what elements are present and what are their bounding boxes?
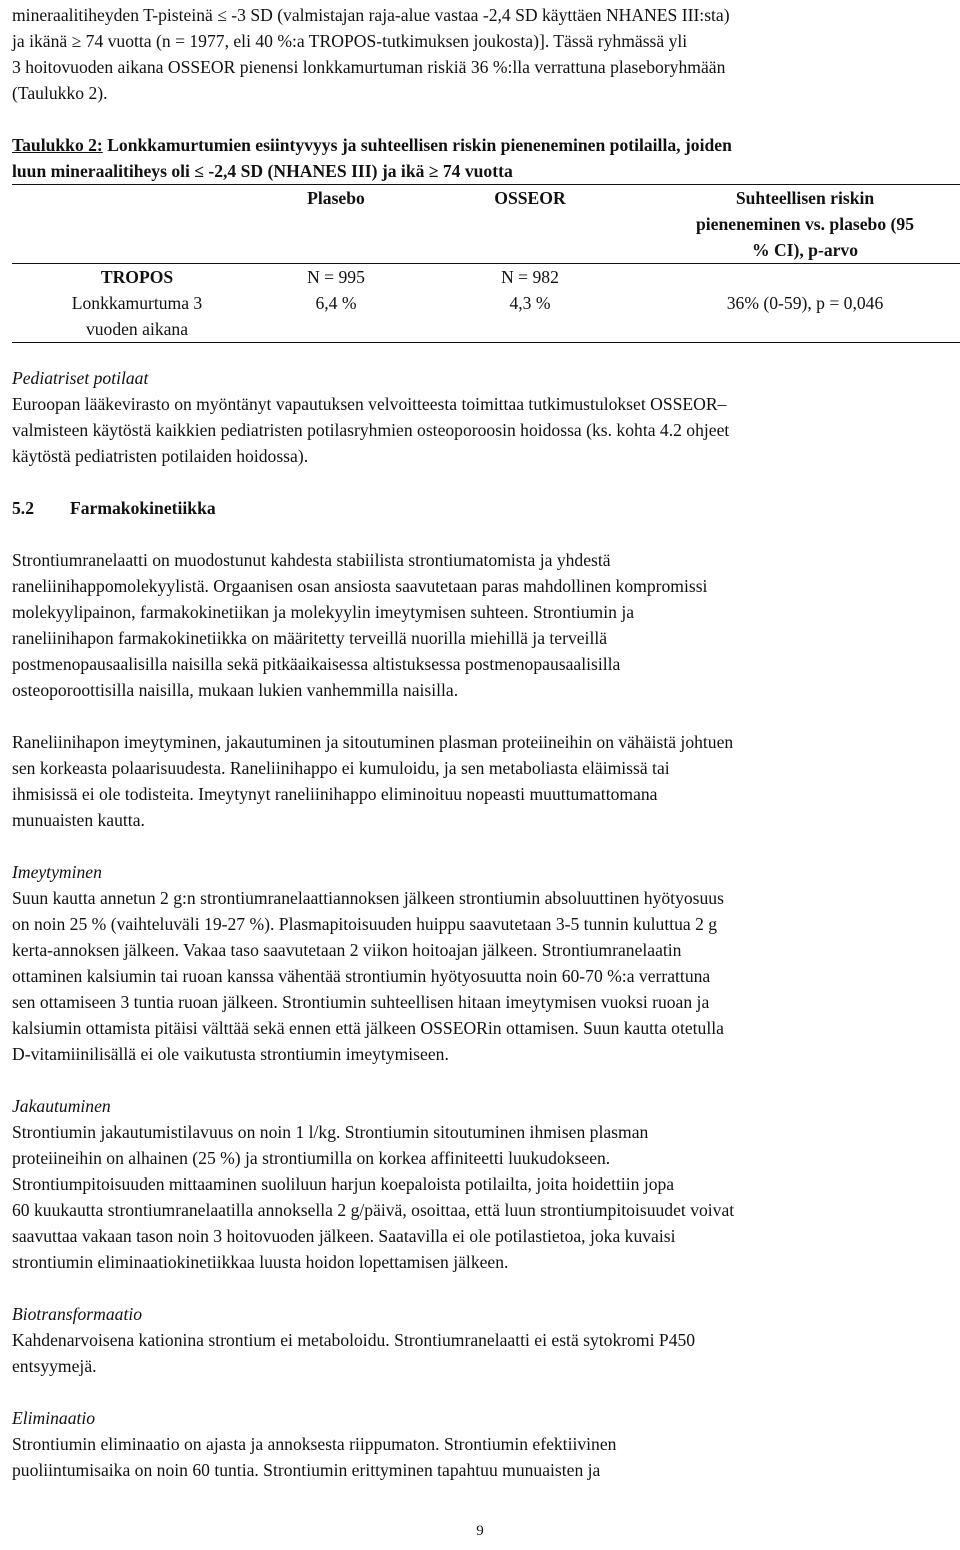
text-line: Strontiumin jakautumistilavuus on noin 1 l/kg. Strontiumin sitoutuminen ihmisen plasman — [12, 1122, 649, 1142]
pk-paragraph-1 — [12, 547, 954, 703]
n-osseor: N = 982 — [410, 264, 650, 291]
caption-text: luun mineraalitiheys oli ≤ -2,4 SD (NHANES III) ja ikä ≥ 74 vuotta — [12, 161, 513, 181]
text-line: Strontiumpitoisuuden mittaaminen suoliluun harjun koepaloista potilailta, joita hoidettiin jopa — [12, 1174, 675, 1194]
table-row — [12, 264, 960, 291]
text-line: kalsiumin ottamista pitäisi välttää sekä ennen että jälkeen OSSEORin ottamisen. Suun kautta otetulla — [12, 1018, 724, 1038]
text-line: raneliinihapon farmakokinetiikka on määritetty terveillä nuorilla miehillä ja terveillä — [12, 628, 608, 648]
text-line: entsyymejä. — [12, 1356, 97, 1376]
text-line: (Taulukko 2). — [12, 83, 108, 103]
intro-paragraph — [12, 2, 954, 106]
text-line: ihmisissä ei ole todisteita. Imeytynyt raneliinihappo eliminoituu nopeasti muuttumattomana — [12, 784, 658, 804]
header-cell-empty — [12, 185, 262, 264]
absorption-paragraph — [12, 885, 954, 1067]
distribution-heading: Jakautuminen — [12, 1096, 111, 1116]
document-page — [12, 0, 954, 1483]
section-number: 5.2 — [12, 498, 34, 518]
results-table — [12, 184, 960, 343]
biotransformation-heading: Biotransformaatio — [12, 1304, 143, 1324]
page-number: 9 — [476, 1523, 484, 1539]
text-line: raneliinihappomolekyylistä. Orgaanisen osan ansiosta saavutetaan paras mahdollinen kompromissi — [12, 576, 708, 596]
text-line: molekyylipainon, farmakokinetiikan ja molekyylin imeytymisen suhteen. Strontiumin ja — [12, 602, 635, 622]
value-plasebo: 6,4 % — [262, 290, 410, 343]
caption-text: Lonkkamurtumien esiintyvyys ja suhteellisen riskin pieneneminen potilailla, joiden — [102, 135, 732, 155]
elimination-heading: Eliminaatio — [12, 1408, 96, 1428]
empty-cell — [650, 264, 960, 291]
n-plasebo: N = 995 — [262, 264, 410, 291]
text-line: 3 hoitovuoden aikana OSSEOR pienensi lonkkamurtuman riskiä 36 %:lla verrattuna plaseboryhmään — [12, 57, 726, 77]
text-line: proteiineihin on alhainen (25 %) ja strontiumilla on korkea affiniteetti luukudokseen. — [12, 1148, 611, 1168]
text-line: 60 kuukautta strontiumranelaatilla annoksella 2 g/päivä, osoittaa, että luun strontiumpitoisuudet voivat — [12, 1200, 735, 1220]
value-osseor: 4,3 % — [410, 290, 650, 343]
header-plasebo: Plasebo — [262, 185, 410, 264]
text-line: Raneliinihapon imeytyminen, jakautuminen ja sitoutuminen plasman proteiineihin on vähäistä johtuen — [12, 732, 734, 752]
row-label-line: Lonkkamurtuma 3 — [71, 293, 203, 313]
text-line: sen korkeasta polaarisuudesta. Raneliinihappo ei kumuloidu, ja sen metaboliasta eläimissä tai — [12, 758, 670, 778]
text-line: ja ikänä ≥ 74 vuotta (n = 1977, eli 40 %:a TROPOS-tutkimuksen joukosta)]. Tässä ryhmässä yli — [12, 31, 688, 51]
header-line: Suhteellisen riskin — [735, 188, 875, 208]
table-label: Taulukko 2: — [12, 135, 103, 155]
text-line: Strontiumin eliminaatio on ajasta ja annoksesta riippumaton. Strontiumin efektiivinen — [12, 1434, 617, 1454]
pk-paragraph-2 — [12, 729, 954, 833]
text-line: puoliintumisaika on noin 60 tuntia. Strontiumin erittyminen tapahtuu munuaisten ja — [12, 1460, 601, 1480]
table-header-row — [12, 185, 960, 264]
table-caption — [12, 132, 954, 184]
text-line: sen ottamiseen 3 tuntia ruoan jälkeen. Strontiumin suhteellisen hitaan imeytymisen vuoksi ruoan ja — [12, 992, 710, 1012]
text-line: D-vitamiinilisällä ei ole vaikutusta strontiumin imeytymiseen. — [12, 1044, 449, 1064]
elimination-paragraph — [12, 1431, 954, 1483]
text-line: ottaminen kalsiumin tai ruoan kanssa vähentää strontiumin hyötyosuutta noin 60-70 %:a verrattuna — [12, 966, 711, 986]
study-name: TROPOS — [12, 264, 262, 291]
biotransformation-paragraph — [12, 1327, 954, 1379]
section-title: Farmakokinetiikka — [70, 498, 216, 518]
table-row — [12, 290, 960, 343]
value-relative-risk: 36% (0-59), p = 0,046 — [650, 290, 960, 343]
header-line: pieneneminen vs. plasebo (95 — [696, 214, 914, 234]
pediatric-paragraph — [12, 391, 954, 469]
text-line: valmisteen käytöstä kaikkien pediatristen potilasryhmien osteoporoosin hoidossa (ks. kohta 4.2 ohjeet — [12, 420, 730, 440]
row-label — [12, 290, 262, 343]
section-heading — [12, 495, 954, 521]
row-label-line: vuoden aikana — [85, 319, 189, 339]
header-line: % CI), p-arvo — [751, 240, 859, 260]
text-line: on noin 25 % (vaihteluväli 19-27 %). Plasmapitoisuuden huippu saavutetaan 3-5 tunnin kuluttua 2 g — [12, 914, 718, 934]
text-line: Kahdenarvoisena kationina strontium ei metaboloidu. Strontiumranelaatti ei estä sytokromi P450 — [12, 1330, 696, 1350]
text-line: strontiumin eliminaatiokinetiikkaa luusta hoidon lopettamisen jälkeen. — [12, 1252, 509, 1272]
header-relative-risk — [650, 185, 960, 264]
text-line: osteoporoottisilla naisilla, mukaan lukien vanhemmilla naisilla. — [12, 680, 459, 700]
text-line: postmenopausaalisilla naisilla sekä pitkäaikaisessa altistuksessa postmenopausaalisilla — [12, 654, 621, 674]
text-line: Strontiumranelaatti on muodostunut kahdesta stabiilista strontiumatomista ja yhdestä — [12, 550, 611, 570]
text-line: Suun kautta annetun 2 g:n strontiumranelaattiannoksen jälkeen strontiumin absoluuttinen hyötyosuus — [12, 888, 724, 908]
text-line: saavuttaa vakaan tason noin 3 hoitovuoden jälkeen. Saatavilla ei ole potilastietoa, joka kuvaisi — [12, 1226, 676, 1246]
text-line: kerta-annoksen jälkeen. Vakaa taso saavutetaan 2 viikon hoitoajan jälkeen. Strontiumranelaatin — [12, 940, 682, 960]
header-osseor: OSSEOR — [410, 185, 650, 264]
absorption-heading: Imeytyminen — [12, 862, 102, 882]
text-line: Euroopan lääkevirasto on myöntänyt vapautuksen velvoitteesta toimittaa tutkimustulokset OSSEOR– — [12, 394, 727, 414]
text-line: munuaisten kautta. — [12, 810, 145, 830]
distribution-paragraph — [12, 1119, 954, 1275]
text-line: käytöstä pediatristen potilaiden hoidossa). — [12, 446, 309, 466]
text-line: mineraalitiheyden T-pisteinä ≤ -3 SD (valmistajan raja-alue vastaa -2,4 SD käyttäen NHANES III:sta) — [12, 5, 730, 25]
pediatric-heading: Pediatriset potilaat — [12, 368, 149, 388]
